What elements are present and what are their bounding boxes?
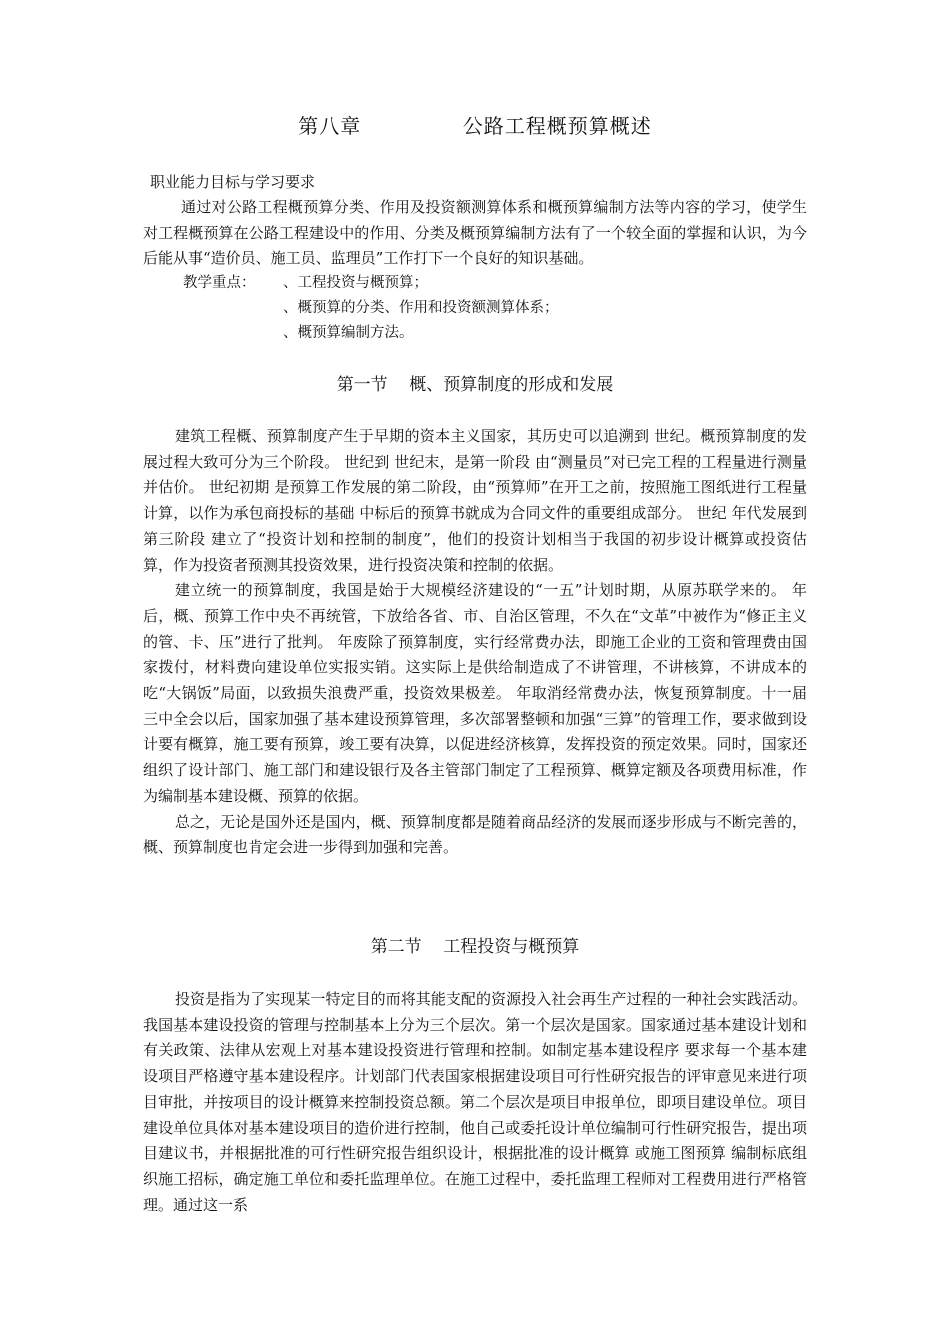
objectives-label: 职业能力目标与学习要求 [150, 173, 316, 191]
teaching-focus-item: 、概预算的分类、作用和投资额测算体系； [283, 300, 559, 316]
teaching-focus-row [183, 271, 559, 296]
body-paragraph: 投资是指为了实现某一特定目的而将其能支配的资源投入社会再生产过程的一种社会实践活动。我国基本建设投资的管理与控制基本上分为三个层次。第一个层次是国家。国家通过基本建设计划和有关政策、法律从宏观上对基本建设投资进行管理和控制。如制定基本建设程序 要求每一个基本建设项目严格遵守基本建设程序。计划部门代表国家根据建设项目可行性研究报告的评审意见来进行项目审批，并按项目的设计概算来控制投资总额。第二个层次是项目申报单位，即项目建设单位。项目建设单位具体对基本建设项目的造价进行控制，他自己或委托设计单位编制可行性研究报告，提出项目建议书，并根据批准的可行性研究报告组织设计，根据批准的设计概算 或施工图预算 编制标底组织施工招标，确定施工单位和委托监理单位。在施工过程中，委托监理工程师对工程费用进行严格管理。通过这一系 [143, 990, 807, 1214]
teaching-focus-item: 、概预算编制方法。 [283, 325, 414, 341]
teaching-focus [183, 271, 559, 346]
teaching-focus-row [183, 321, 559, 346]
section1-body [143, 424, 807, 861]
body-paragraph: 建立统一的预算制度，我国是始于大规模经济建设的“一五”计划时期，从原苏联学来的。 年后，概、预算工作中央不再统管，下放给各省、市、自治区管理，不久在“文革”中被作为“修正主义的管、卡、压”进行了批判。 年废除了预算制度，实行经常费办法，即施工企业的工资和管理费由国家拨付，材料费向建设单位实报实销。这实际上是供给制造成了不讲管理，不讲核算，不讲成本的吃“大锅饭”局面，以致损失浪费严重，投资效果极差。 年取消经常费办法，恢复预算制度。十一届三中全会以后，国家加强了基本建设预算管理，多次部署整顿和加强“三算”的管理工作，要求做到设计要有概算，施工要有预算，竣工要有决算，以促进经济核算，发挥投资的预定效果。同时，国家还组织了设计部门、施工部门和建设银行及各主管部门制定了工程预算、概算定额及各项费用标准，作为编制基本建设概、预算的依据。 [143, 581, 807, 805]
objectives-text-block [143, 195, 807, 272]
body-paragraph: 建筑工程概、预算制度产生于早期的资本主义国家，其历史可以追溯到 世纪。概预算制度的发展过程大致可分为三个阶段。 世纪到 世纪末，是第一阶段 由“测量员”对已完工程的工程量进行测量并估价。 世纪初期 是预算工作发展的第二阶段，由“预算师”在开工之前，按照施工图纸进行工程量计算，以作为承包商投标的基础 中标后的预算书就成为合同文件的重要组成部分。 世纪 年代发展到第三阶段 建立了“投资计划和控制的制度”，他们的投资计划相当于我国的初步设计概算或投资估算，作为投资者预测其投资效果，进行投资决策和控制的依据。 [143, 427, 807, 574]
objectives-paragraph: 通过对公路工程概预算分类、作用及投资额测算体系和概预算编制方法等内容的学习，使学生对工程概预算在公路工程建设中的作用、分类及概预算编制方法有了一个较全面的掌握和认识，为今后能从事“造价员、施工员、监理员”工作打下一个良好的知识基础。 [143, 198, 807, 268]
teaching-focus-item: 、工程投资与概预算； [283, 275, 428, 291]
body-paragraph: 总之，无论是国外还是国内，概、预算制度都是随着商品经济的发展而逐步形成与不断完善的，概、预算制度也肯定会进一步得到加强和完善。 [143, 812, 807, 857]
teaching-focus-row [183, 296, 559, 321]
teaching-focus-label: 教学重点： [183, 275, 256, 291]
section-title: 第二节 工程投资与概预算 [370, 937, 580, 957]
section-title: 第一节 概、预算制度的形成和发展 [336, 375, 614, 395]
chapter-title: 第八章 公路工程概预算概述 [298, 114, 652, 138]
section2-body [143, 987, 807, 1218]
